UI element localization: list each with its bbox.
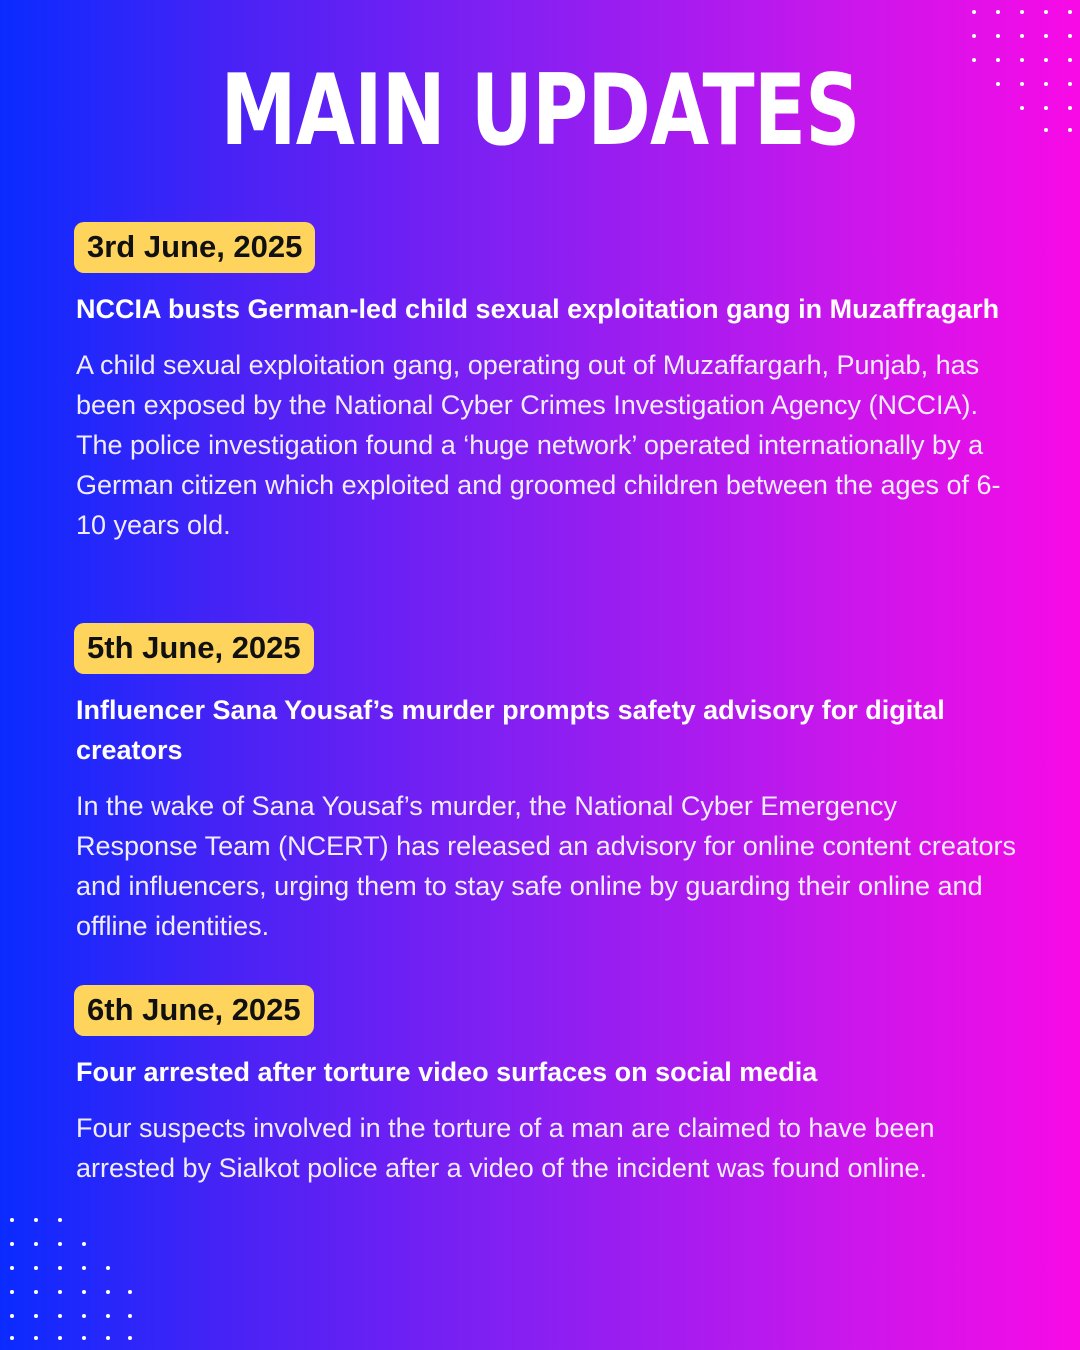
date-badge: 3rd June, 2025 [74, 222, 315, 273]
update-item-3 [76, 985, 1016, 1188]
date-badge: 5th June, 2025 [74, 623, 314, 674]
update-body: Four suspects involved in the torture of a man are claimed to have been arrested by Sialkot police after a video of the incident was found online. [76, 1112, 935, 1183]
date-badge: 6th June, 2025 [74, 985, 314, 1036]
update-title: NCCIA busts German-led child sexual exploitation gang in Muzaffragarh [76, 293, 1000, 324]
update-body: A child sexual exploitation gang, operating out of Muzaffargarh, Punjab, has been exposed by the National Cyber Crimes Investigation Agency (NCCIA). The police investigation found a ‘huge network’ operated internationally by a German citizen which exploited and groomed children between the ages of 6-10 years old. [76, 349, 1001, 540]
page-title: MAIN UPDATES [220, 54, 860, 168]
dot-pattern-bottom-left [0, 1210, 140, 1350]
update-title: Four arrested after torture video surfaces on social media [76, 1056, 818, 1087]
dot-pattern-top-right [960, 0, 1080, 140]
update-item-1 [76, 222, 1016, 545]
update-body: In the wake of Sana Yousaf’s murder, the National Cyber Emergency Response Team (NCERT) has released an advisory for online content creators and influencers, urging them to stay safe online by guarding their online and offline identities. [76, 790, 1016, 941]
update-item-2 [76, 623, 1016, 946]
update-title: Influencer Sana Yousaf’s murder prompts safety advisory for digital creators [76, 694, 945, 765]
